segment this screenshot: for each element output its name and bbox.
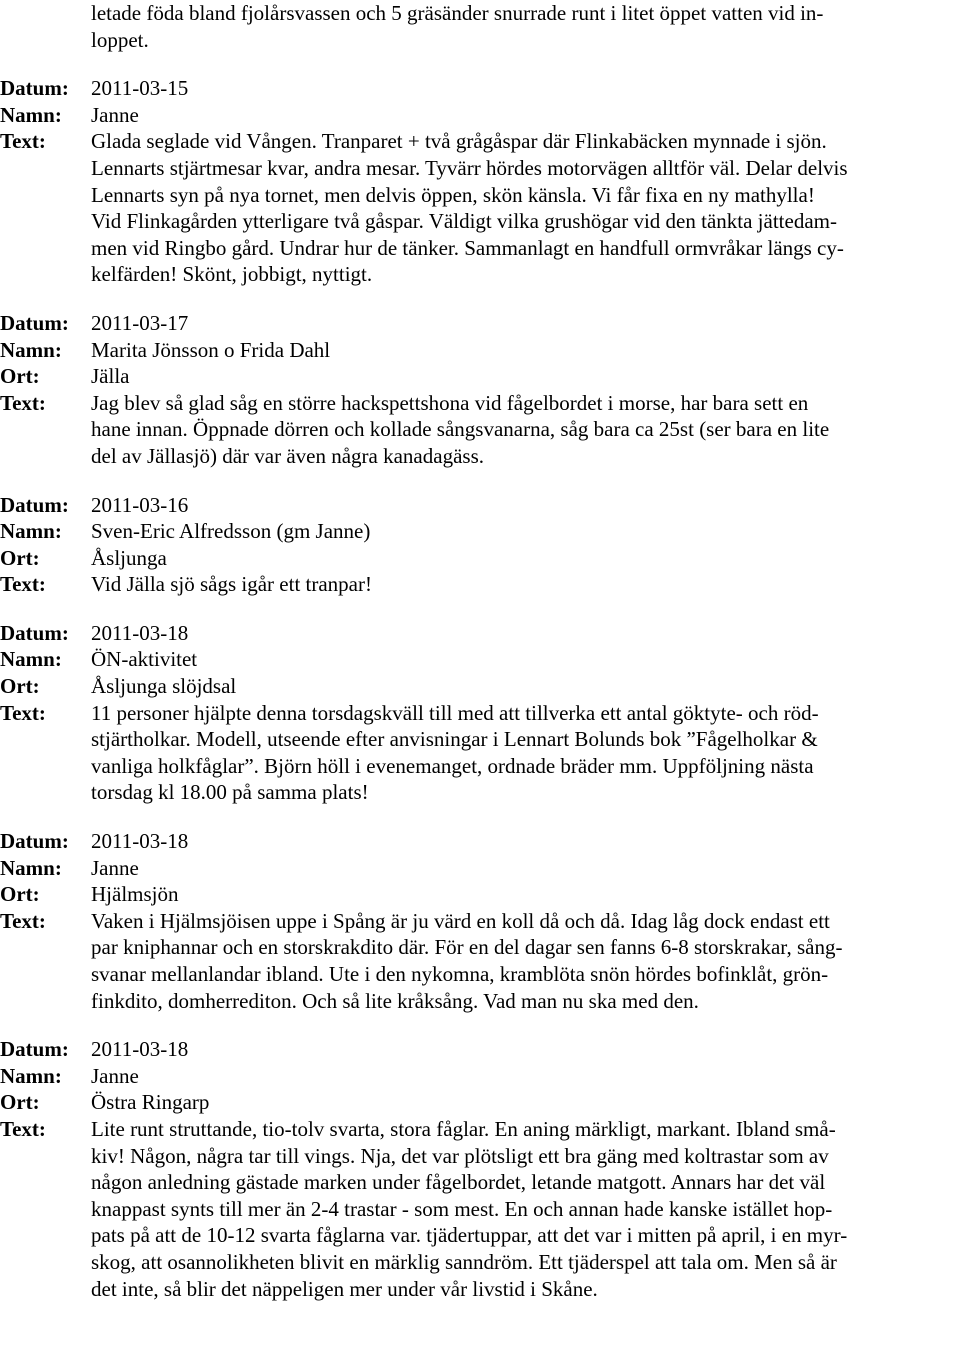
namn-label: Namn: [0,337,62,362]
text-value: Lite runt struttande, tio-tolv svarta, stora fåglar. En aning märkligt, markant. Ibland små- kiv! Någon, några tar till vings. Nja, det var plötsligt ett bra gäng med koltrastar som av någon anledning gästade marken under fågelbordet, letande matgott. Annars har det väl knappast synts till mer än 2-4 trastar - som mest. En och annan hade kanske istället hop- pats på att de 10-12 svarta fåglarna var. tjädertuppar, att det var i mitten på april, i en myr- skog, att osannolikheten blivit en märklig sanndröm. Ett tjäderspel att tala om. Men så är det inte, så blir det näppeligen mer under vår livstid i Skåne. [91,1116,848,1301]
log-entry [0,828,960,1014]
log-entry [0,620,960,806]
ort-label: Ort: [0,1090,40,1115]
namn-label: Namn: [0,102,62,127]
text-label: Text: [0,129,46,154]
namn-label: Namn: [0,647,62,672]
namn-value: Janne [91,1063,139,1088]
datum-row [0,828,960,855]
text-row [0,390,960,470]
datum-value: 2011-03-18 [91,620,189,645]
namn-row [0,337,960,364]
log-entry [0,492,960,598]
namn-row [0,855,960,882]
namn-label: Namn: [0,519,62,544]
namn-row [0,646,960,673]
text-label: Text: [0,1116,46,1141]
log-entry [0,310,960,470]
text-value: Glada seglade vid Vången. Tranparet + två grågåspar där Flinkabäcken mynnade i sjön. Lennarts stjärtmesar kvar, andra mesar. Tyvärr hördes motorvägen alltför väl. Delar delvis Lennarts syn på nya tornet, men delvis öppen, skön känsla. Vi får fixa en ny mathylla! Vid Flinkagården ytterligare två gåspar. Väldigt vilka grushögar vid den tänkta jättedam- men vid Ringbo gård. Undrar hur de tänker. Sammanlagt en handfull ormvråkar längs cy- kelfärden! Skönt, jobbigt, nyttigt. [91,129,848,287]
text-value: Jag blev så glad såg en större hackspettshona vid fågelbordet i morse, har bara sett en hane innan. Öppnade dörren och kollade sångsvanarna, såg bara ca 25st (ser bara en lite del av Jällasjö) där var även några kanadagäss. [91,390,830,468]
namn-value: Marita Jönsson o Frida Dahl [91,337,331,362]
datum-label: Datum: [0,1037,69,1062]
datum-label: Datum: [0,310,69,335]
ort-value: Åsljunga slöjdsal [91,674,237,699]
namn-value: Janne [91,102,139,127]
ort-row [0,1089,960,1116]
datum-row [0,620,960,647]
datum-row [0,492,960,519]
datum-label: Datum: [0,829,69,854]
ort-row [0,881,960,908]
text-row [0,128,960,288]
text-label: Text: [0,700,46,725]
namn-label: Namn: [0,855,62,880]
ort-label: Ort: [0,882,40,907]
text-label: Text: [0,390,46,415]
datum-row [0,310,960,337]
log-entry [0,1036,960,1302]
datum-row [0,1036,960,1063]
text-row [0,1116,960,1302]
datum-value: 2011-03-15 [91,76,189,101]
namn-row [0,1063,960,1090]
text-row [0,700,960,806]
datum-row [0,75,960,102]
ort-value: Hjälmsjön [91,882,179,907]
text-row [0,908,960,1014]
namn-row [0,518,960,545]
text-value: Vid Jälla sjö sågs igår ett tranpar! [91,572,372,597]
ort-value: Åsljunga [91,545,167,570]
continued-text: letade föda bland fjolårsvassen och 5 gräsänder snurrade runt i litet öppet vatten vid in- loppet. [91,1,824,52]
datum-value: 2011-03-17 [91,310,189,335]
ort-label: Ort: [0,545,40,570]
namn-label: Namn: [0,1063,62,1088]
datum-value: 2011-03-18 [91,829,189,854]
namn-value: ÖN-aktivitet [91,647,198,672]
namn-value: Sven-Eric Alfredsson (gm Janne) [91,519,371,544]
namn-value: Janne [91,855,139,880]
text-value: 11 personer hjälpte denna torsdagskväll till med att tillverka ett antal göktyte- och röd- stjärtholkar. Modell, utseende efter anvisningar i Lennart Bolunds bok ”Fågelholkar & vanliga holkfåglar”. Björn höll i evenemanget, ordnade bräder mm. Uppföljning nästa torsdag kl 18.00 på samma plats! [91,700,819,805]
ort-value: Östra Ringarp [91,1090,210,1115]
ort-label: Ort: [0,364,40,389]
datum-label: Datum: [0,76,69,101]
ort-row [0,673,960,700]
ort-row [0,363,960,390]
datum-label: Datum: [0,620,69,645]
datum-value: 2011-03-16 [91,492,189,517]
ort-label: Ort: [0,674,40,699]
text-row [0,571,960,598]
ort-row [0,545,960,572]
text-value: Vaken i Hjälmsjöisen uppe i Spång är ju värd en koll då och då. Idag låg dock endast ett par kniphannar och en storskrakdito där. För en del dagar sen fanns 6-8 storskrakar, sång- svanar mellanlandar ibland. Ute i den nykomna, kramblöta snön hördes bofinklåt, grön- finkdito, domherrediton. Och så lite kråksång. Vad man nu ska med den. [91,908,843,1013]
datum-label: Datum: [0,492,69,517]
log-entry [0,75,960,288]
ort-value: Jälla [91,364,130,389]
text-label: Text: [0,908,46,933]
namn-row [0,102,960,129]
datum-value: 2011-03-18 [91,1037,189,1062]
text-label: Text: [0,572,46,597]
